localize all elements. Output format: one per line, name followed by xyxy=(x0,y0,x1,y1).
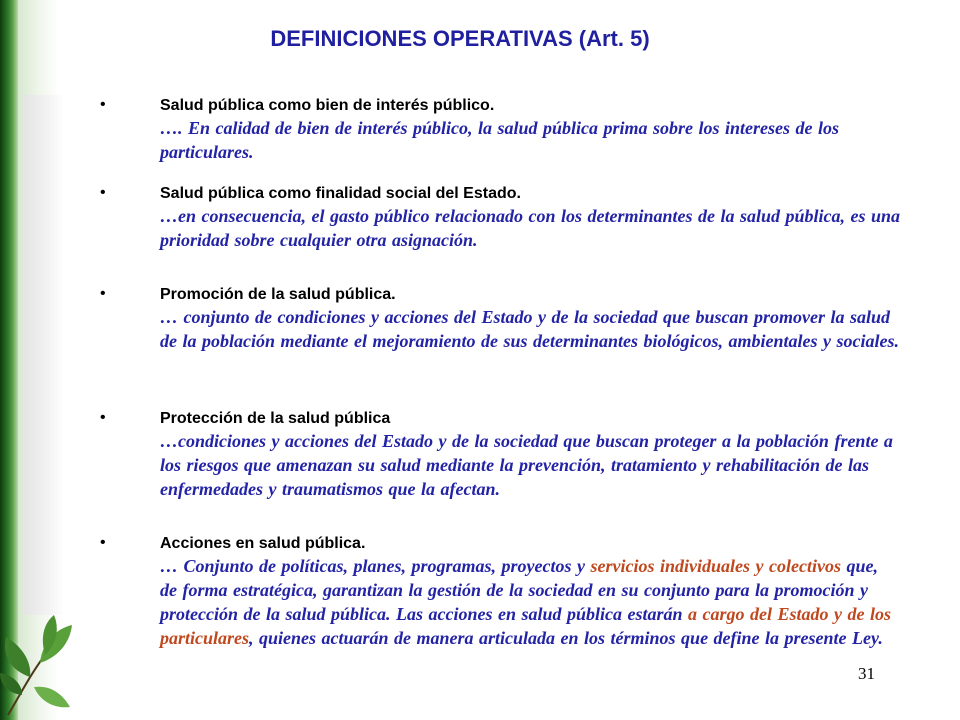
item-heading: Acciones en salud pública. xyxy=(160,535,366,552)
item-body xyxy=(160,554,900,650)
shade-strip xyxy=(24,95,64,615)
item-heading: Protección de la salud pública xyxy=(160,410,391,427)
item-heading: Promoción de la salud pública. xyxy=(160,286,396,303)
page-number: 31 xyxy=(858,664,875,683)
bullet-icon: • xyxy=(100,184,106,201)
item-heading: Salud pública como finalidad social del Estado. xyxy=(160,185,521,202)
item-body: … conjunto de condiciones y acciones del Estado y de la sociedad que buscan promover la salud de la población mediante el mejoramiento de sus determinantes biológicos, ambientales y sociales. xyxy=(160,307,899,351)
item-body: …condiciones y acciones del Estado y de la sociedad que buscan proteger a la población frente a los riesgos que amenazan su salud mediante la prevención, tratamiento y rehabilitación de las enfermedades y traumatismos que la afectan. xyxy=(160,431,893,499)
body-text: que, de forma estratégica, garantizan la gestión de la sociedad en su conjunto para la promoción y protección de la salud pública. Las acciones en salud pública estarán xyxy=(160,556,878,624)
item-heading: Salud pública como bien de interés público. xyxy=(160,97,495,114)
bullet-icon: • xyxy=(100,285,106,302)
bullet-icon: • xyxy=(100,534,106,551)
slide-title: DEFINICIONES OPERATIVAS (Art. 5) xyxy=(270,26,650,51)
leaf-icon xyxy=(0,615,80,720)
definition-item-5 xyxy=(100,534,900,650)
definition-item-4 xyxy=(100,409,900,501)
body-text: … Conjunto de políticas, planes, programas, proyectos y xyxy=(160,556,591,576)
left-decorative-bar xyxy=(0,0,18,720)
highlight-text: servicios individuales y colectivos xyxy=(590,556,841,576)
definition-item-3 xyxy=(100,285,900,353)
bullet-icon: • xyxy=(100,409,106,426)
body-text: , quienes actuarán de manera articulada en los términos que define la presente Ley. xyxy=(249,628,883,648)
bullet-icon: • xyxy=(100,96,106,113)
item-body: …. En calidad de bien de interés público, la salud pública prima sobre los intereses de los particulares. xyxy=(160,118,840,162)
item-body: …en consecuencia, el gasto público relacionado con los determinantes de la salud pública, es una prioridad sobre cualquier otra asignación. xyxy=(160,206,901,250)
definition-item-1 xyxy=(100,96,900,164)
definition-item-2 xyxy=(100,184,900,252)
highlight-text: a cargo del Estado y de los particulares xyxy=(160,604,891,648)
